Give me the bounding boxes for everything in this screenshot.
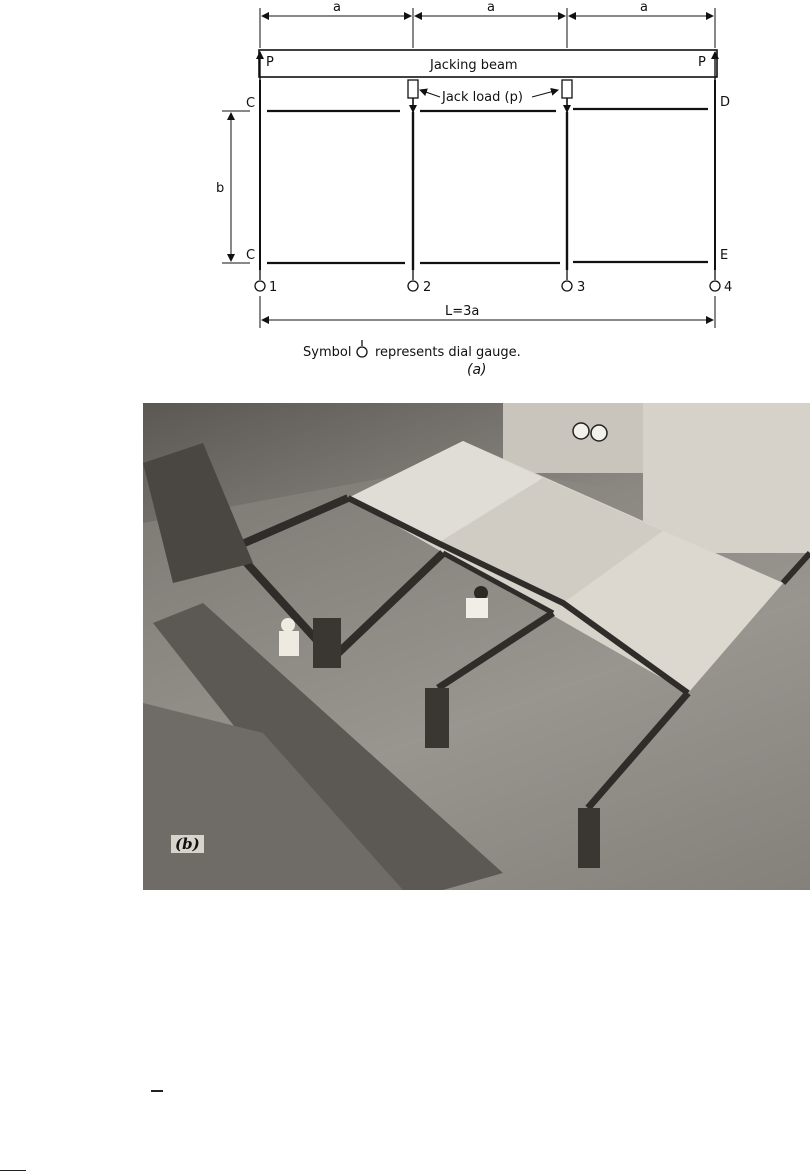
dial-gauge-4 <box>710 270 720 291</box>
dial-gauge-1 <box>255 270 265 291</box>
part-label-b: (b) <box>171 835 204 853</box>
load-test-diagram <box>0 0 810 400</box>
load-label-left: P <box>266 55 274 70</box>
symbol-caption-after: represents dial gauge. <box>375 345 521 360</box>
dim-b <box>222 111 250 263</box>
dial-gauge-symbol-icon <box>357 340 367 357</box>
dim-a-label-1: a <box>333 0 341 15</box>
span-dimension <box>260 296 715 328</box>
dim-a-label-2: a <box>487 0 495 15</box>
gauge-label-4: 4 <box>724 280 733 295</box>
dial-gauge-3 <box>562 270 572 291</box>
corner-d: D <box>720 95 731 110</box>
dial-gauge-2 <box>408 270 418 291</box>
load-label-right: P <box>698 55 706 70</box>
jack-left <box>408 80 418 112</box>
jack-right <box>562 80 572 112</box>
jacking-beam-label: Jacking beam <box>430 58 518 73</box>
bottom-rule <box>0 1170 26 1171</box>
gauge-label-2: 2 <box>423 280 432 295</box>
symbol-caption-before: Symbol <box>303 345 352 360</box>
span-label: L=3a <box>445 304 480 319</box>
jack-load-pointer-left <box>420 90 440 97</box>
jack-load-label: Jack load (p) <box>442 90 523 105</box>
corner-c-bottom: C <box>246 248 256 263</box>
page-dash-mark <box>151 1090 163 1092</box>
lab-photograph <box>143 403 810 890</box>
part-label-a: (a) <box>467 362 487 378</box>
gauge-label-1: 1 <box>269 280 278 295</box>
corner-c-top: C <box>246 96 256 111</box>
dim-b-label: b <box>216 181 225 196</box>
photo-scene <box>143 403 810 890</box>
slab-edges <box>267 109 708 263</box>
dim-a-label-3: a <box>640 0 648 15</box>
gauge-label-3: 3 <box>577 280 586 295</box>
corner-e: E <box>720 248 729 263</box>
jack-load-pointer-right <box>532 90 558 97</box>
